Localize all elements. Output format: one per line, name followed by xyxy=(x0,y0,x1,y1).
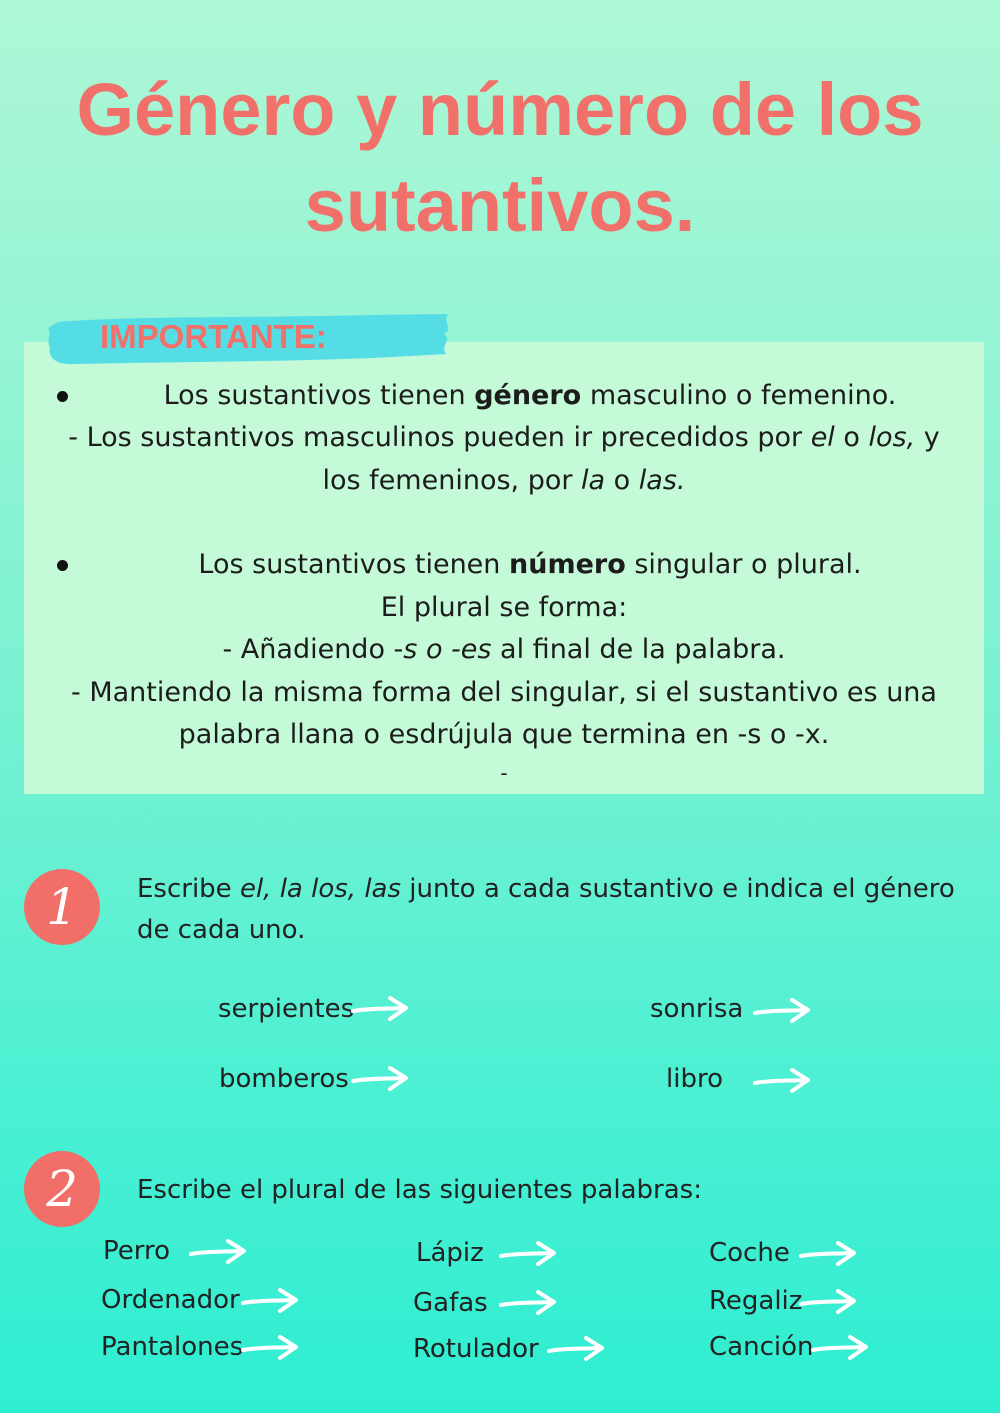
right-arrow-icon xyxy=(546,1334,606,1364)
numero-line: Los sustantivos tienen número singular o plural. xyxy=(198,549,862,580)
right-arrow-icon xyxy=(752,1066,812,1096)
genero-detail-line-2: los femeninos, por la o las. xyxy=(322,465,686,496)
right-arrow-icon xyxy=(798,1287,858,1317)
right-arrow-icon xyxy=(350,1064,410,1094)
genero-line: Los sustantivos tienen género masculino o femenino. xyxy=(163,380,897,411)
right-arrow-icon xyxy=(798,1239,858,1269)
exercise-2-word: Regaliz xyxy=(709,1286,803,1316)
right-arrow-icon xyxy=(240,1286,300,1316)
title-line-1: Género y número de los xyxy=(76,68,924,151)
right-arrow-icon xyxy=(498,1239,558,1269)
right-arrow-icon xyxy=(810,1333,870,1363)
important-label: IMPORTANTE: xyxy=(100,318,327,355)
page-title xyxy=(0,62,1000,254)
exercise-2-word: Perro xyxy=(103,1236,171,1266)
exercise-2-number: 2 xyxy=(24,1151,100,1227)
exercise-1-word: libro xyxy=(666,1064,723,1094)
right-arrow-icon xyxy=(752,996,812,1026)
exercise-2-word: Gafas xyxy=(413,1288,488,1318)
exercise-2-instruction: Escribe el plural de las siguientes palabras: xyxy=(137,1175,702,1205)
exercise-2-word: Rotulador xyxy=(413,1334,539,1364)
exercise-1-word: bomberos xyxy=(219,1064,349,1094)
right-arrow-icon xyxy=(350,994,410,1024)
plural-forms-heading: El plural se forma: xyxy=(380,592,628,623)
plural-rule-1: - Añadiendo -s o -es al final de la palabra. xyxy=(222,634,786,665)
genero-detail-line-1: - Los sustantivos masculinos pueden ir precedidos por el o los, y xyxy=(68,422,940,453)
exercise-2-word: Canción xyxy=(709,1332,814,1362)
exercise-2-word: Lápiz xyxy=(416,1238,484,1268)
exercise-2-word: Ordenador xyxy=(101,1285,240,1315)
exercise-1-word: serpientes xyxy=(218,994,355,1024)
exercise-2-word: Pantalones xyxy=(101,1332,244,1362)
exercise-1-instruction: Escribe el, la los, las junto a cada sustantivo e indica el género de cada uno. xyxy=(137,874,955,945)
title-line-2: sutantivos. xyxy=(304,164,696,247)
exercise-1-number: 1 xyxy=(24,869,100,945)
plural-rule-2: - Mantiendo la misma forma del singular, si el sustantivo es una xyxy=(71,677,937,708)
plural-rule-2-cont: palabra llana o esdrújula que termina en -s o -x. xyxy=(178,719,830,750)
trailing-dash: - xyxy=(500,761,508,785)
right-arrow-icon xyxy=(498,1288,558,1318)
exercise-1-word: sonrisa xyxy=(650,994,744,1024)
right-arrow-icon xyxy=(240,1333,300,1363)
exercise-2-word: Coche xyxy=(709,1238,790,1268)
right-arrow-icon xyxy=(188,1237,248,1267)
